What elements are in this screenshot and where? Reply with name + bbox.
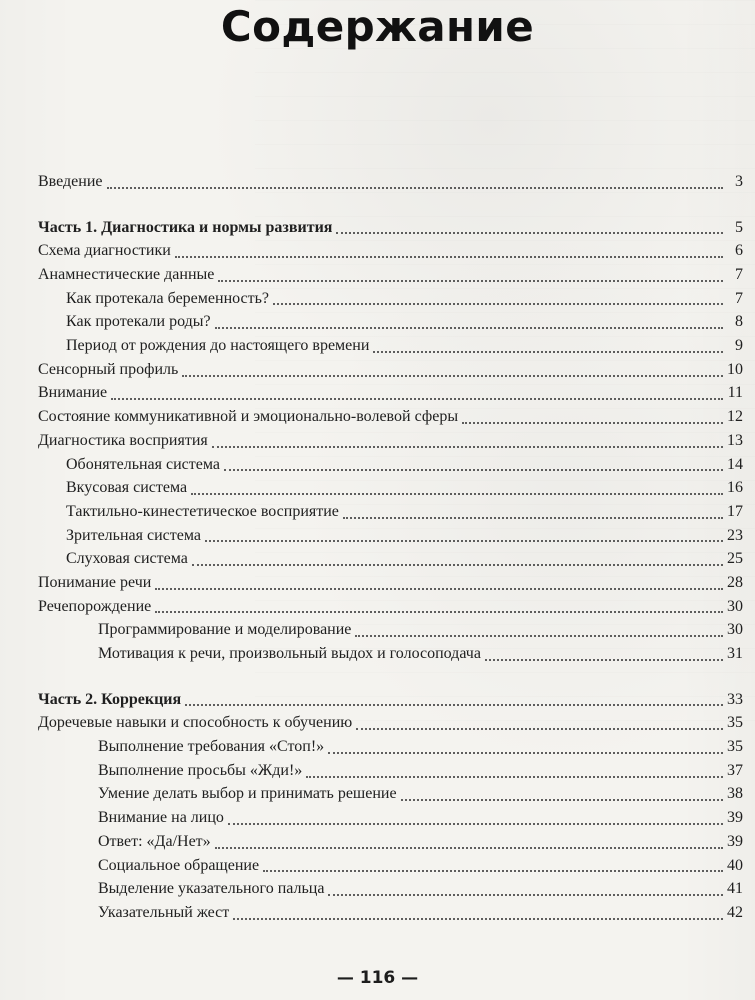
dot-leader [263, 870, 723, 872]
toc-entry [38, 358, 743, 382]
dot-leader [111, 398, 723, 400]
dot-leader [215, 327, 723, 329]
toc-entry-title: Речепорождение [38, 597, 152, 615]
toc-entry-title: Часть 1. Диагностика и нормы развития [38, 218, 333, 236]
dot-leader [182, 375, 723, 377]
dot-leader [233, 918, 723, 920]
toc-entry [38, 453, 743, 477]
toc-entry [38, 170, 743, 194]
dot-leader [273, 303, 723, 305]
toc-entry-title: Внимание на лицо [98, 809, 224, 827]
dot-leader [356, 728, 723, 730]
dot-leader [401, 799, 723, 801]
toc-entry-title: Указательный жест [98, 903, 230, 921]
toc-entry-page-number: 23 [727, 526, 743, 544]
toc-entry [38, 429, 743, 453]
toc-entry-page-number: 10 [727, 360, 743, 378]
toc-entry-title: Мотивация к речи, произвольный выдох и голосоподача [98, 645, 481, 663]
toc-entry [38, 216, 743, 240]
dot-leader [155, 611, 723, 613]
toc-entry-page-number: 39 [727, 832, 743, 850]
dot-leader [355, 635, 723, 637]
dot-leader [306, 776, 723, 778]
dot-leader [336, 232, 723, 234]
toc-entry [38, 877, 743, 901]
toc-entry-title: Анамнестические данные [38, 266, 215, 284]
toc-entry [38, 642, 743, 666]
toc-entry [38, 806, 743, 830]
toc-entry-page-number: 28 [727, 573, 743, 591]
toc-entry-page-number: 30 [727, 597, 743, 615]
page-title: Содержание [220, 2, 535, 51]
toc-entry-title: Период от рождения до настоящего времени [66, 337, 370, 355]
toc-entry-title: Программирование и моделирование [98, 621, 352, 639]
dot-leader [485, 659, 723, 661]
page-number-footer: — 116 — [336, 968, 419, 988]
toc-entry [38, 334, 743, 358]
toc-entry [38, 547, 743, 571]
toc-entry-title: Обонятельная система [66, 455, 220, 473]
toc-entry-page-number: 37 [727, 761, 743, 779]
toc-entry-page-number: 30 [727, 621, 743, 639]
toc-entry [38, 735, 743, 759]
toc-entry-title: Вкусовая система [66, 479, 188, 497]
toc-entry-title: Социальное обращение [98, 856, 260, 874]
toc-entry-title: Как протекала беременность? [66, 289, 270, 307]
toc-entry-page-number: 38 [727, 785, 743, 803]
toc-entry-page-number: 25 [727, 550, 743, 568]
toc-entry-page-number: 12 [727, 408, 743, 426]
toc-entry [38, 901, 743, 925]
dot-leader [205, 540, 723, 542]
toc-entry-page-number: 35 [727, 738, 743, 756]
toc-entry-page-number: 11 [727, 384, 743, 402]
toc-entry-title: Часть 2. Коррекция [38, 690, 182, 708]
dot-leader [155, 588, 723, 590]
toc-entry-page-number: 35 [727, 714, 743, 732]
toc-entry [38, 854, 743, 878]
dot-leader [107, 187, 724, 189]
toc-entry-page-number: 33 [727, 690, 743, 708]
toc-entry [38, 263, 743, 287]
toc-entry [38, 711, 743, 735]
toc-entry-title: Состояние коммуникативной и эмоционально-волевой сферы [38, 408, 459, 426]
toc-entry-page-number: 31 [727, 645, 743, 663]
toc-entry [38, 595, 743, 619]
toc-entry-page-number: 17 [727, 502, 743, 520]
toc-entry-title: Сенсорный профиль [38, 360, 179, 378]
toc-entry [38, 524, 743, 548]
toc-entry-title: Выполнение требования «Стоп!» [98, 738, 325, 756]
toc-entry-page-number: 7 [735, 266, 743, 284]
toc-entry-page-number: 5 [735, 218, 743, 236]
toc-entry-title: Понимание речи [38, 573, 152, 591]
dot-leader [218, 280, 723, 282]
toc-entry-page-number: 16 [727, 479, 743, 497]
toc-entry-title: Как протекали роды? [66, 313, 211, 331]
dot-leader [328, 752, 723, 754]
toc-entry-title: Слуховая система [66, 550, 188, 568]
toc-entry-title: Тактильно-кинестетическое восприятие [66, 502, 339, 520]
toc-entry-title: Выполнение просьбы «Жди!» [98, 761, 303, 779]
dot-leader [185, 704, 723, 706]
toc-entry-title: Внимание [38, 384, 108, 402]
dot-leader [215, 847, 723, 849]
toc-entry-page-number: 6 [735, 242, 743, 260]
toc-entry-title: Выделение указательного пальца [98, 880, 325, 898]
toc-entry [38, 500, 743, 524]
toc-entry [38, 830, 743, 854]
dot-leader [212, 446, 723, 448]
toc-entry-page-number: 14 [727, 455, 743, 473]
toc-entry-page-number: 40 [727, 856, 743, 874]
dot-leader [328, 894, 723, 896]
toc-entry-title: Диагностика восприятия [38, 431, 208, 449]
toc-entry-page-number: 39 [727, 809, 743, 827]
toc-entry [38, 571, 743, 595]
toc-entry-title: Зрительная система [66, 526, 201, 544]
toc-entry-title: Ответ: «Да/Нет» [98, 832, 211, 850]
toc-entry-title: Доречевые навыки и способность к обучению [38, 714, 353, 732]
toc-entry-page-number: 41 [727, 880, 743, 898]
toc-entry-title: Введение [38, 172, 103, 190]
toc-entry-page-number: 13 [727, 431, 743, 449]
toc-entry [38, 382, 743, 406]
toc-entry-page-number: 42 [727, 903, 743, 921]
dot-leader [175, 256, 723, 258]
toc-entry [38, 239, 743, 263]
dot-leader [343, 517, 723, 519]
toc-entry-page-number: 3 [735, 172, 743, 190]
toc-entry-title: Схема диагностики [38, 242, 171, 260]
toc-entry [38, 783, 743, 807]
toc-entry [38, 618, 743, 642]
dot-leader [228, 823, 723, 825]
dot-leader [224, 469, 723, 471]
toc-entry [38, 688, 743, 712]
toc-entry-page-number: 7 [735, 289, 743, 307]
toc-entry-page-number: 8 [735, 313, 743, 331]
toc-entry-page-number: 9 [735, 337, 743, 355]
dot-leader [192, 564, 723, 566]
toc-entry [38, 759, 743, 783]
toc-entry [38, 287, 743, 311]
toc-entry [38, 310, 743, 334]
dot-leader [462, 422, 723, 424]
dot-leader [191, 493, 723, 495]
toc-entry [38, 476, 743, 500]
toc-entry-title: Умение делать выбор и принимать решение [98, 785, 397, 803]
toc-entry [38, 405, 743, 429]
dot-leader [373, 351, 723, 353]
table-of-contents [38, 170, 743, 925]
